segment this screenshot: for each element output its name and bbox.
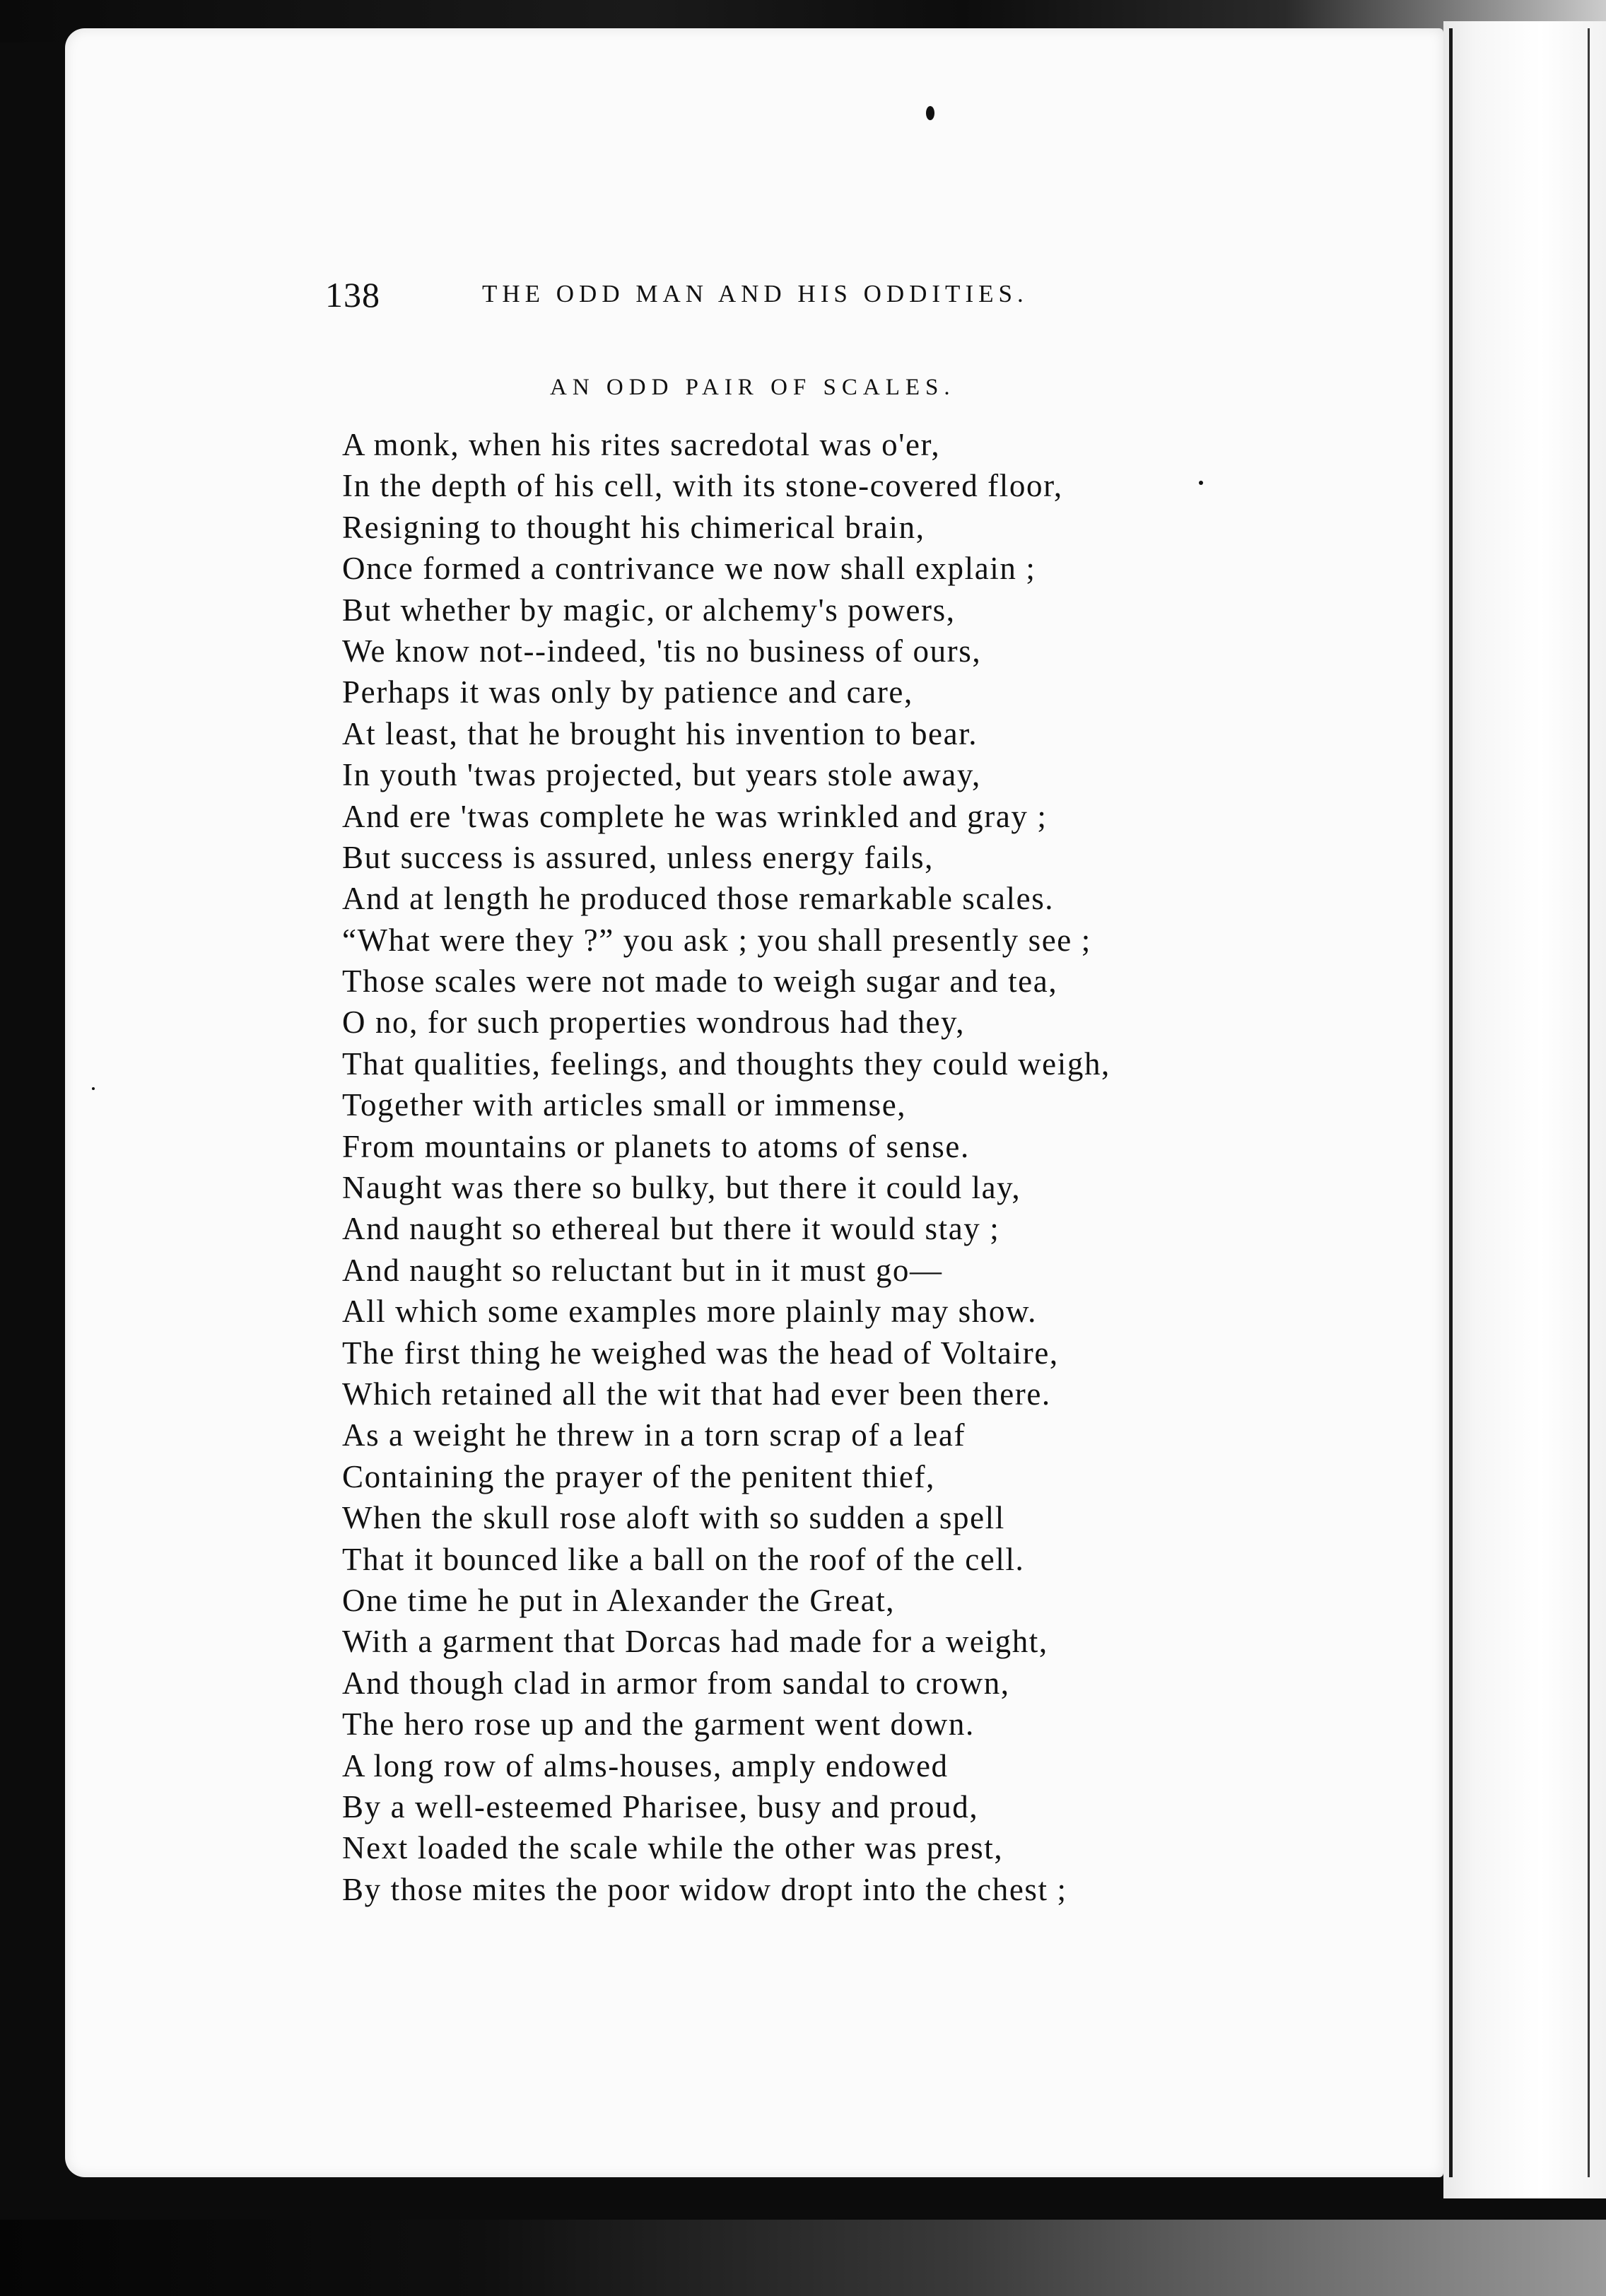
poem-line: As a weight he threw in a torn scrap of a leaf: [342, 1417, 966, 1453]
scanner-bottom-border: [0, 2220, 1606, 2296]
poem-line: A monk, when his rites sacredotal was o'er,: [342, 427, 941, 462]
poem-line: And naught so ethereal but there it would stay ;: [342, 1211, 1000, 1247]
poem-line: That qualities, feelings, and thoughts they could weigh,: [342, 1046, 1110, 1082]
poem-line: And ere 'twas complete he was wrinkled and gray ;: [342, 798, 1048, 834]
page-outer-edge-line: [1588, 28, 1590, 2177]
page-number: 138: [325, 275, 380, 315]
poem-line: And naught so reluctant but in it must go—: [342, 1252, 943, 1288]
poem-line: Those scales were not made to weigh sugar and tea,: [342, 964, 1058, 1000]
poem-line: We know not--indeed, 'tis no business of ours,: [342, 633, 982, 669]
poem-line: By a well-esteemed Pharisee, busy and proud,: [342, 1788, 979, 1824]
poem-line: Next loaded the scale while the other was prest,: [342, 1830, 1004, 1866]
poem-line: And though clad in armor from sandal to crown,: [342, 1665, 1010, 1701]
poem-line: The first thing he weighed was the head of Voltaire,: [342, 1335, 1059, 1371]
poem-line: All which some examples more plainly may show.: [342, 1294, 1038, 1330]
poem-line: O no, for such properties wondrous had they,: [342, 1004, 966, 1041]
poem-line: At least, that he brought his invention to bear.: [342, 715, 978, 751]
poem-line: When the skull rose aloft with so sudden a spell: [342, 1500, 1005, 1536]
poem-line: That it bounced like a ball on the roof of the cell.: [342, 1541, 1025, 1577]
ink-speck: [92, 1087, 95, 1090]
poem-line: But success is assured, unless energy fails,: [342, 839, 934, 875]
poem-body: [342, 424, 1261, 1910]
poem-line: From mountains or planets to atoms of sense.: [342, 1128, 970, 1164]
poem-line: The hero rose up and the garment went down.: [342, 1706, 975, 1742]
poem-line: Containing the prayer of the penitent thief,: [342, 1458, 935, 1494]
poem-line: Once formed a contrivance we now shall explain ;: [342, 551, 1036, 587]
poem-line: Naught was there so bulky, but there it could lay,: [342, 1170, 1021, 1206]
running-title: THE ODD MAN AND HIS ODDITIES.: [482, 280, 1028, 308]
running-header: [325, 274, 1173, 317]
poem-line: And at length he produced those remarkable scales.: [342, 881, 1055, 917]
poem-line: A long row of alms-houses, amply endowed: [342, 1747, 949, 1784]
page-gutter-line: [1449, 28, 1453, 2177]
poem-line: By those mites the poor widow dropt into the chest ;: [342, 1871, 1067, 1907]
poem-line: In youth 'twas projected, but years stole away,: [342, 757, 981, 793]
poem-line: In the depth of his cell, with its stone-covered floor,: [342, 468, 1063, 504]
poem-line: Resigning to thought his chimerical brain,: [342, 509, 925, 545]
ink-speck: [926, 106, 934, 120]
poem-line: Perhaps it was only by patience and care,: [342, 674, 913, 710]
poem-line: Together with articles small or immense,: [342, 1087, 907, 1123]
facing-page-edge: [1443, 21, 1606, 2198]
poem-line: “What were they ?” you ask ; you shall presently see ;: [342, 922, 1091, 958]
poem-line: Which retained all the wit that had ever been there.: [342, 1376, 1051, 1412]
poem-line: But whether by magic, or alchemy's powers,: [342, 592, 956, 628]
poem-title: AN ODD PAIR OF SCALES.: [550, 375, 956, 400]
poem-line: With a garment that Dorcas had made for a weight,: [342, 1624, 1048, 1660]
poem-line: One time he put in Alexander the Great,: [342, 1582, 896, 1618]
